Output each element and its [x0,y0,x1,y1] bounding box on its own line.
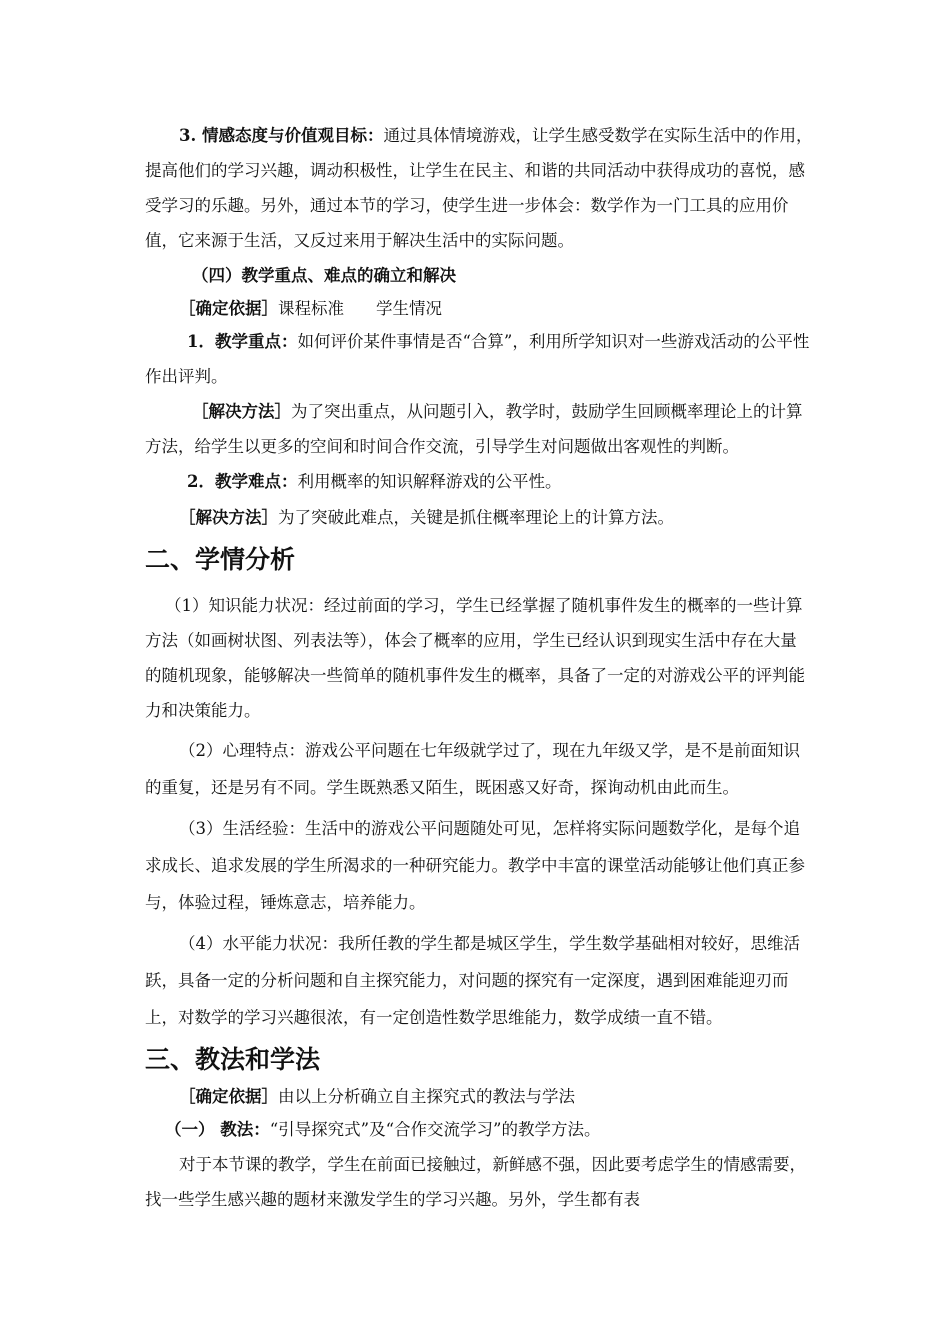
method2-paragraph [145,500,813,536]
method2-text: 为了突破此难点，关键是抓住概率理论上的计算方法。 [278,508,674,527]
part2-paragraph-3: （3）生活经验：生活中的游戏公平问题随处可见，怎样将实际问题数学化，是每个追求成长、追求发展的学生所渴求的一种研究能力。教学中丰富的课堂活动能够让他们真正参与，体验过程，锤炼意志，培养能力。 [145,819,805,912]
part3-method [145,1112,813,1147]
basis-label: ［确定依据］ [179,299,278,318]
key-point-text: 如何评价某件事情是否“合算”，利用所学知识对一些游戏活动的公平性作出评判。 [145,332,810,386]
goal3-text: 通过具体情境游戏，让学生感受数学在实际生活中的作用，提高他们的学习兴趣，调动积极性，让学生在民主、和谐的共同活动中获得成功的喜悦，感受学习的乐趣。另外，通过本节的学习，使学生进一步体会：数学作为一门工具的应用价值，它来源于生活，又反过来用于解决生活中的实际问题。 [145,126,813,250]
method1-text: 为了突出重点，从问题引入，教学时，鼓励学生回顾概率理论上的计算方法，给学生以更多的空间和时间合作交流，引导学生对问题做出客观性的判断。 [145,402,803,456]
part2-paragraph-1: （1）知识能力状况：经过前面的学习，学生已经掌握了随机事件发生的概率的一些计算方法（如画树状图、列表法等），体会了概率的应用，学生已经认识到现实生活中存在大量的随机现象，能够解决一些简单的随机事件发生的概率，具备了一定的对游戏公平的评判能力和决策能力。 [145,596,805,720]
document-body [145,118,813,1217]
part3-title: 三、教法和学法 [145,1045,321,1074]
difficulty-label: 2．教学难点： [187,472,298,491]
part3-basis [145,1082,813,1112]
section4-basis [145,294,813,324]
key-point-label: 1．教学重点： [187,332,298,351]
method1-label: ［解决方法］ [192,402,291,421]
basis-item-2: 学生情况 [376,299,442,318]
goal3-label: 3. 情感态度与价值观目标： [179,126,384,145]
part2-paragraph-2: （2）心理特点：游戏公平问题在七年级就学过了，现在九年级又学，是不是前面知识的重复，还是另有不同。学生既熟悉又陌生，既困惑又好奇，探询动机由此而生。 [145,741,800,797]
basis-item-1: 课程标准 [278,299,344,318]
method1-paragraph [145,394,813,464]
part3-paragraph-1: 对于本节课的教学，学生在前面已接触过，新鲜感不强，因此要考虑学生的情感需要，找一些学生感兴趣的题材来激发学生的学习兴趣。另外，学生都有表 [145,1155,806,1209]
goal3-paragraph [145,118,813,258]
part2-title: 二、学情分析 [145,545,296,574]
part2-paragraph-4: （4）水平能力状况：我所任教的学生都是城区学生，学生数学基础相对较好，思维活跃，具备一定的分析问题和自主探究能力，对问题的探究有一定深度，遇到困难能迎刃而上，对数学的学习兴趣很浓，有一定创造性数学思维能力，数学成绩一直不错。 [145,934,800,1027]
difficulty-text: 利用概率的知识解释游戏的公平性。 [297,472,562,491]
method2-label: ［解决方法］ [179,508,278,527]
section4-heading: （四）教学重点、难点的确立和解决 [192,266,456,285]
key-point-paragraph [145,324,813,394]
part3-method-text: “引导探究式”及“合作交流学习”的教学方法。 [269,1120,601,1139]
part3-basis-text: 由以上分析确立自主探究式的教法与学法 [278,1087,575,1106]
difficulty-paragraph [145,464,813,500]
part3-method-label: （一） 教法： [165,1120,270,1139]
part3-basis-label: ［确定依据］ [179,1087,278,1106]
